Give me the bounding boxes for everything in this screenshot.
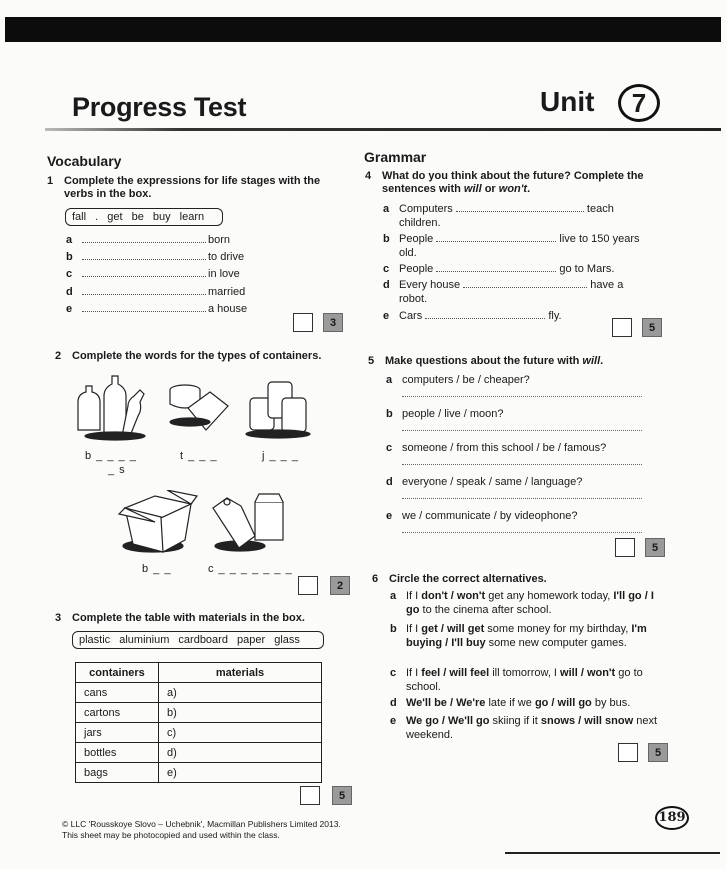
answer-blank[interactable] xyxy=(82,303,206,312)
item-start: Cars xyxy=(399,310,423,322)
item-letter: b xyxy=(383,233,390,245)
q6-item xyxy=(390,589,661,617)
q3-score-input[interactable] xyxy=(300,786,320,805)
alternative-choice[interactable]: get / will get xyxy=(421,623,485,635)
q4-or: or xyxy=(481,183,499,195)
table-row xyxy=(76,723,322,743)
table-row xyxy=(76,763,322,783)
sentence-text: to the cinema after school. xyxy=(419,604,552,616)
item-end: fly. xyxy=(548,310,562,322)
q6-item xyxy=(390,666,661,694)
alternative-choice[interactable]: snows / will snow xyxy=(540,715,634,727)
item-end: teach xyxy=(586,203,614,215)
sentence-text: skiing if it xyxy=(489,715,541,727)
q4-score-input[interactable] xyxy=(612,318,632,337)
container-cell: cartons xyxy=(76,703,159,723)
q3-number: 3 xyxy=(55,612,62,624)
sentence-text: get any homework today, xyxy=(485,590,614,602)
footer-rule xyxy=(505,852,720,854)
q1-number: 1 xyxy=(47,175,54,187)
item-text: in love xyxy=(208,268,240,280)
item-prompt: everyone / speak / same / language? xyxy=(402,476,583,488)
q5-score-input[interactable] xyxy=(615,538,635,557)
copyright-footer xyxy=(62,819,341,841)
item-start: Every house xyxy=(399,279,461,291)
q5-item xyxy=(386,509,642,533)
q3-word-box: plastic aluminium cardboard paper glass xyxy=(72,631,324,649)
material-answer-cell[interactable]: c) xyxy=(159,723,322,743)
q1-word-box: fall . get be buy learn xyxy=(65,208,223,226)
item-start: People xyxy=(399,233,434,245)
page-number: 189 xyxy=(655,806,689,830)
q2-max-score: 2 xyxy=(330,576,350,595)
col-containers: containers xyxy=(76,663,159,683)
sentence-text: by bus. xyxy=(591,697,631,709)
q2-label-bottles: b _ _ _ _ xyxy=(85,450,137,462)
item-letter: e xyxy=(383,310,390,322)
item-letter: d xyxy=(383,279,390,291)
sentence-text: go to school. xyxy=(406,667,643,693)
q4-item xyxy=(383,232,669,260)
vocabulary-heading: Vocabulary xyxy=(47,153,122,169)
item-letter: c xyxy=(386,442,393,454)
sentence-text: late if we xyxy=(485,697,535,709)
sentence-text: If I xyxy=(406,623,422,635)
q6-max-score: 5 xyxy=(648,743,668,762)
q4-instruction xyxy=(365,170,672,196)
sentence-text: If I xyxy=(406,590,422,602)
item-prompt: people / live / moon? xyxy=(402,408,504,420)
tins-image xyxy=(170,385,228,430)
item-letter: a xyxy=(390,590,397,602)
q4-max-score: 5 xyxy=(642,318,662,337)
q2-label-bottles-end: _ s xyxy=(108,464,126,476)
table-row xyxy=(76,683,322,703)
q2-label-tins: t _ _ _ xyxy=(180,450,218,462)
sentence-text: some money for my birthday, xyxy=(484,623,632,635)
item-continuation: robot. xyxy=(399,293,428,305)
sentence-text: some new computer games. xyxy=(485,637,627,649)
answer-line[interactable] xyxy=(402,396,642,397)
item-prompt: computers / be / cheaper? xyxy=(402,374,530,386)
q5-item xyxy=(386,475,642,499)
q5-item xyxy=(386,373,642,397)
q2-label-cartons: c _ _ _ _ _ _ _ xyxy=(208,563,293,575)
answer-blank[interactable] xyxy=(456,203,584,212)
item-letter: a xyxy=(66,234,73,246)
material-answer-cell[interactable]: d) xyxy=(159,743,322,763)
container-cell: bags xyxy=(76,763,159,783)
item-end: have a xyxy=(590,279,624,291)
col-materials: materials xyxy=(159,663,322,683)
q6-item xyxy=(390,696,661,710)
answer-blank[interactable] xyxy=(82,251,206,260)
item-text: married xyxy=(208,286,246,298)
q2-instruction xyxy=(55,350,322,363)
q4-item xyxy=(383,278,669,306)
q4-item xyxy=(383,262,669,276)
item-letter: c xyxy=(383,263,390,275)
answer-line[interactable] xyxy=(402,464,642,465)
photocopy-note: This sheet may be photocopied and used within the class. xyxy=(62,830,280,840)
q6-item xyxy=(390,622,661,650)
q6-score-input[interactable] xyxy=(618,743,638,762)
q4-will: will xyxy=(463,183,482,195)
q1-max-score: 3 xyxy=(323,313,343,332)
q1-score-input[interactable] xyxy=(293,313,313,332)
q4-wont: won't xyxy=(498,183,528,195)
table-row xyxy=(76,703,322,723)
materials-table xyxy=(75,662,322,783)
item-letter: c xyxy=(66,268,73,280)
table-row xyxy=(76,743,322,763)
q6-instruction xyxy=(372,573,547,586)
page-title: Progress Test xyxy=(72,92,247,122)
q2-label-jars: j _ _ _ xyxy=(262,450,299,462)
q5-number: 5 xyxy=(368,355,375,367)
container-cell: jars xyxy=(76,723,159,743)
item-letter: d xyxy=(386,476,393,488)
answer-line[interactable] xyxy=(402,532,642,533)
grammar-heading: Grammar xyxy=(364,149,427,165)
item-letter: e xyxy=(386,510,393,522)
item-letter: d xyxy=(390,697,397,709)
material-answer-cell[interactable]: a) xyxy=(159,683,322,703)
q5-item xyxy=(386,407,642,431)
q3-instruction xyxy=(55,612,305,625)
containers-illustration-bottom xyxy=(115,490,295,560)
item-start: Computers xyxy=(399,203,453,215)
container-cell: bottles xyxy=(76,743,159,763)
answer-blank[interactable] xyxy=(425,310,545,319)
alternative-choice[interactable]: We go / We'll go xyxy=(406,715,490,727)
answer-blank[interactable] xyxy=(82,268,206,277)
q2-label-box: b _ _ xyxy=(142,563,172,575)
item-letter: b xyxy=(66,251,73,263)
jars-image xyxy=(246,382,310,438)
item-letter: c xyxy=(390,667,397,679)
answer-blank[interactable] xyxy=(463,279,587,288)
q5-max-score: 5 xyxy=(645,538,665,557)
alternative-choice[interactable]: feel / will feel xyxy=(421,667,490,679)
unit-number: 7 xyxy=(618,84,660,122)
q1-instruction xyxy=(47,175,339,201)
item-letter: a xyxy=(383,203,390,215)
sentence-text: next weekend. xyxy=(406,715,658,741)
item-letter: e xyxy=(390,715,397,727)
unit-label: Unit xyxy=(540,86,595,117)
answer-line[interactable] xyxy=(402,430,642,431)
item-end: live to 150 years xyxy=(559,233,640,245)
item-letter: d xyxy=(66,286,73,298)
box-image xyxy=(119,490,197,552)
header-rule xyxy=(45,128,721,131)
alternative-choice[interactable]: I'll go / I go xyxy=(406,590,654,616)
q5-instruction xyxy=(368,355,604,368)
answer-blank[interactable] xyxy=(436,263,556,272)
material-answer-cell[interactable]: b) xyxy=(159,703,322,723)
item-start: People xyxy=(399,263,434,275)
item-letter: a xyxy=(386,374,393,386)
q6-item xyxy=(390,714,661,742)
answer-line[interactable] xyxy=(402,498,642,499)
answer-blank[interactable] xyxy=(82,234,206,243)
q4-item xyxy=(383,202,669,230)
alternative-choice[interactable]: don't / won't xyxy=(421,590,486,602)
q3-max-score: 5 xyxy=(332,786,352,805)
item-prompt: we / communicate / by videophone? xyxy=(402,510,578,522)
item-continuation: old. xyxy=(399,247,417,259)
containers-illustration-top xyxy=(70,372,320,444)
alternative-choice[interactable]: I'm buying / I'll buy xyxy=(406,623,647,649)
scan-top-bar xyxy=(5,17,721,42)
q6-text: Circle the correct alternatives. xyxy=(389,573,547,585)
q2-text: Complete the words for the types of containers. xyxy=(72,350,322,362)
bottles-image xyxy=(78,376,145,440)
q5-item xyxy=(386,441,642,465)
item-letter: b xyxy=(390,623,397,635)
item-prompt: someone / from this school / be / famous? xyxy=(402,442,607,454)
alternative-choice[interactable]: We'll be / We're xyxy=(406,697,486,709)
q1-text: Complete the expressions for life stages with the verbs in the box. xyxy=(64,175,321,200)
cartons-image xyxy=(213,494,283,551)
copyright-line: © LLC 'Rousskoye Slovo – Uchebnik', Macmillan Publishers Limited 2013. xyxy=(62,819,341,829)
q4-dot: . xyxy=(527,183,531,195)
q2-number: 2 xyxy=(55,350,62,362)
item-continuation: children. xyxy=(399,217,441,229)
q4-text: What do you think about the future? Complete the sentences with xyxy=(382,170,644,195)
q4-number: 4 xyxy=(365,170,372,182)
alternative-choice[interactable]: will / won't xyxy=(560,667,616,679)
item-text: born xyxy=(208,234,231,246)
material-answer-cell[interactable]: e) xyxy=(159,763,322,783)
q2-score-input[interactable] xyxy=(298,576,318,595)
item-letter: b xyxy=(386,408,393,420)
item-text: to drive xyxy=(208,251,245,263)
sentence-text: If I xyxy=(406,667,422,679)
item-letter: e xyxy=(66,303,73,315)
item-text: a house xyxy=(208,303,248,315)
container-cell: cans xyxy=(76,683,159,703)
q5-text: Make questions about the future with xyxy=(385,355,583,367)
q5-will: will xyxy=(582,355,601,367)
q3-text: Complete the table with materials in the box. xyxy=(72,612,305,624)
q6-number: 6 xyxy=(372,573,379,585)
sentence-text: ill tomorrow, I xyxy=(489,667,561,679)
answer-blank[interactable] xyxy=(436,233,556,242)
answer-blank[interactable] xyxy=(82,286,206,295)
q5-dot: . xyxy=(600,355,604,367)
alternative-choice[interactable]: go / will go xyxy=(534,697,592,709)
item-end: go to Mars. xyxy=(559,263,615,275)
